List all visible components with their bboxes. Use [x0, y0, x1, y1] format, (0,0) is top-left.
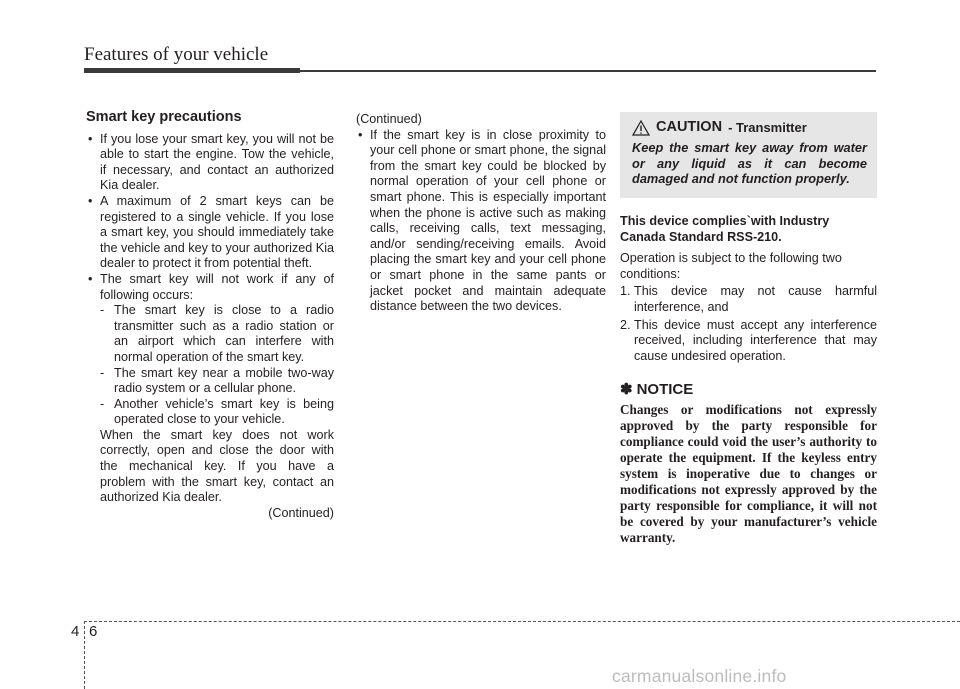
footer-rule: [84, 621, 960, 622]
bullet-not-work: • The smart key will not work if any of following occurs:: [86, 272, 334, 303]
caution-subtitle: - Transmitter: [728, 120, 807, 136]
continued-label: (Continued): [268, 505, 334, 520]
bullet-lost-key: • If you lose your smart key, you will not be able to start the engine. Tow the vehicle, if necessary, and contact an authorized Kia dealer.: [86, 132, 334, 194]
caution-title: [632, 120, 867, 136]
dash-item-text: The smart key near a mobile two-way radio system or a cellular phone.: [114, 365, 334, 396]
page-header-title: Features of your vehicle: [84, 44, 269, 65]
bullet-cell-phone: • If the smart key is in close proximity to your cell phone or smart phone, the signal from the smart key could be blocked by normal operation of your cell phone or smart phone. This is especially important when the phone is active such as making calls, receiving calls, text messaging, and/or sending/receiving emails. Avoid placing the smart key and your cell phone or smart phone in the same pants or jacket pocket and maintain adequate distance between the two devices.: [356, 128, 606, 315]
left-column: [86, 108, 334, 521]
notice-heading: [620, 382, 877, 398]
dash-item-radio: - The smart key is close to a radio transmitter such as a radio station or an airport which can interfere with normal operation of the smart key.: [100, 303, 334, 364]
caution-label: CAUTION: [656, 119, 723, 136]
notice-body: Changes or modifications not expressly approved by the party responsible for compliance could void the user’s authority to operate the equipment. If the keyless entry system is inoperative due to changes or modifications not expressly approved by the party responsible for compliance, it will not be covered by your manufacturer’s vehicle warranty.: [620, 401, 877, 545]
operation-conditions: Operation is subject to the following two conditions:: [620, 251, 842, 281]
item-text: This device must accept any interference received, including interference that may cause undesired operation.: [634, 317, 877, 363]
dash-item-text: The smart key is close to a radio transmitter such as a radio station or an airport which can interfere with normal operation of the smart key.: [114, 303, 334, 364]
bullet-max-keys: • A maximum of 2 smart keys can be registered to a single vehicle. If you lose a smart key, you should immediately take the vehicle and key to your authorized Kia dealer to protect it from potential theft.: [86, 194, 334, 272]
condition-item-1: [620, 284, 877, 315]
notice-label: NOTICE: [636, 381, 694, 399]
middle-column: [356, 112, 606, 315]
dash-item-text: Another vehicle’s smart key is being operated close to your vehicle.: [114, 396, 334, 427]
dash-item-mobile: - The smart key near a mobile two-way radio system or a cellular phone.: [100, 365, 334, 396]
item-number: 2.: [620, 317, 631, 332]
notice-star-icon: ✽: [620, 381, 633, 399]
footer-divider: [84, 621, 85, 689]
compliance-statement: This device complies`with Industry Canada Standard RSS-210.: [620, 214, 830, 244]
caution-body: Keep the smart key away from water or any liquid as it can become damaged and not function properly.: [632, 140, 867, 187]
header-rule: [300, 70, 876, 72]
page-number: 6: [89, 623, 98, 640]
warning-triangle-icon: [632, 120, 650, 136]
item-text: This device may not cause harmful interference, and: [634, 284, 877, 314]
header-bar: [84, 68, 300, 73]
section-heading: Smart key precautions: [86, 109, 242, 125]
condition-item-2: [620, 318, 877, 365]
watermark: carmanualsonline.info: [612, 666, 787, 686]
right-column: [620, 112, 877, 546]
section-number: 4: [71, 623, 80, 640]
continued-label: (Continued): [356, 112, 422, 126]
mechanical-key-paragraph: When the smart key does not work correctly, open and close the door with the mechanical key. If you have a problem with the smart key, contact an authorized Kia dealer.: [100, 427, 334, 505]
item-number: 1.: [620, 284, 631, 299]
caution-box: [620, 112, 877, 198]
dash-item-other-key: - Another vehicle’s smart key is being operated close to your vehicle.: [100, 396, 334, 427]
